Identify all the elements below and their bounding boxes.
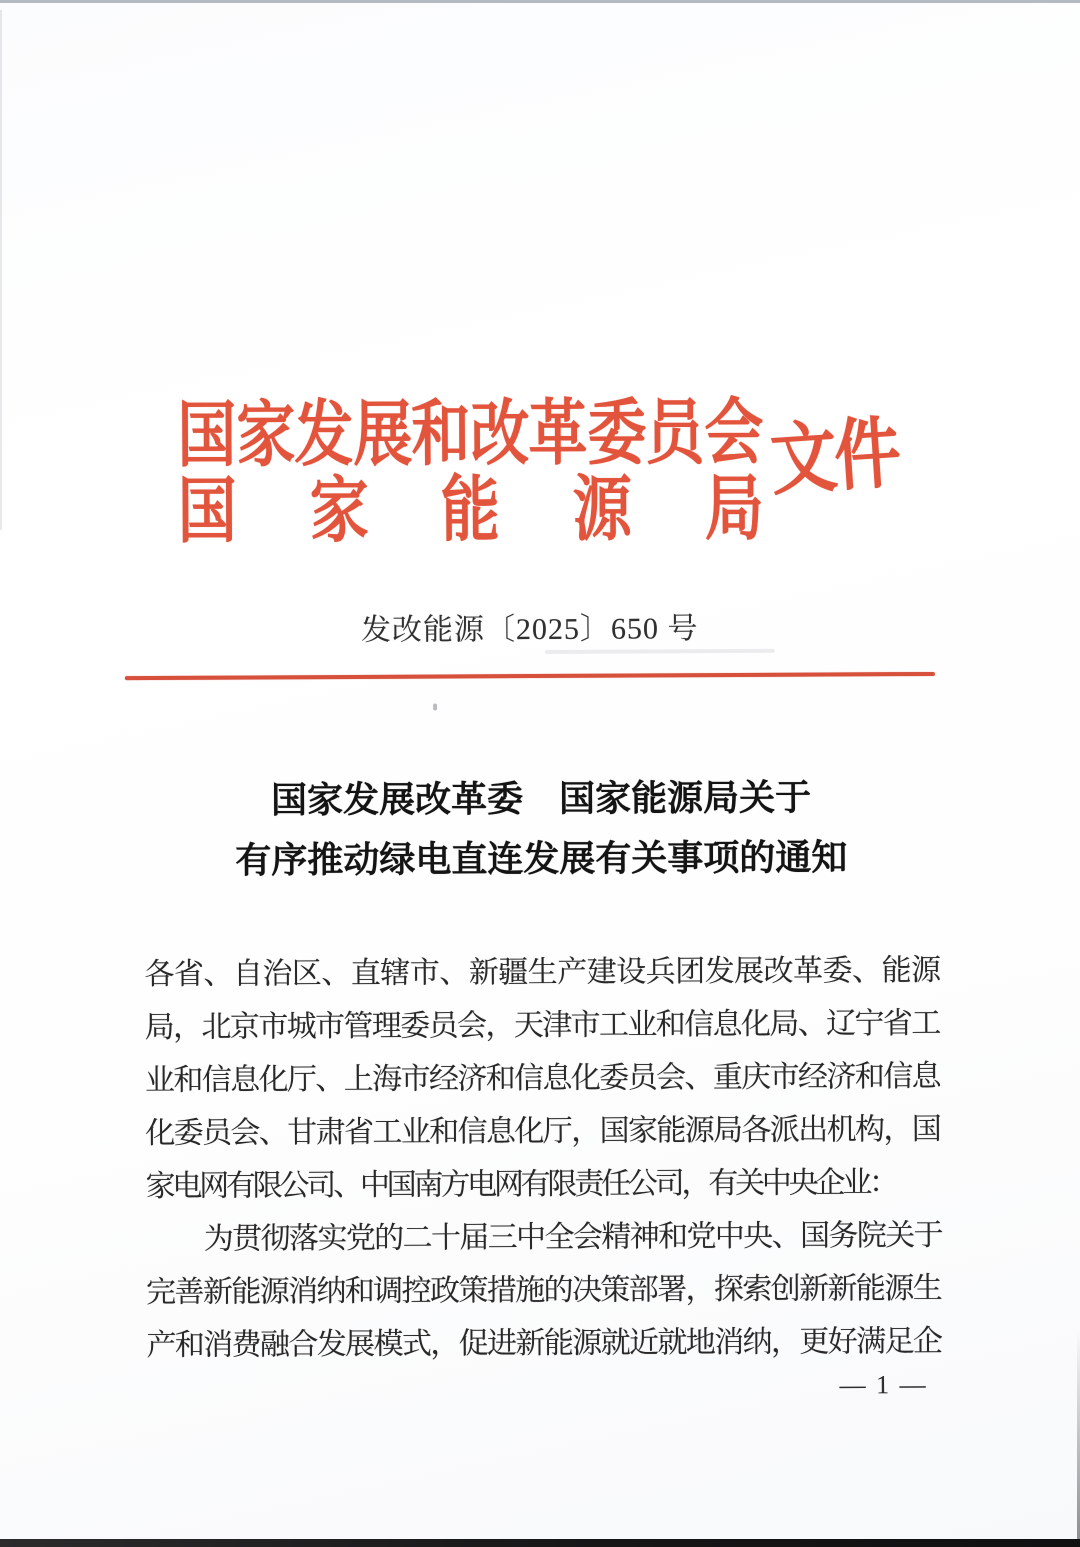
letterhead-agency-line2: 国 家 能 源 局	[177, 468, 764, 552]
body-line: 家 电 网 有 限 公 司 、 中 国 南 方 电 网 有 限 责 任 公 司 ， 有 关 中 央 企 业 ：	[145, 1166, 900, 1204]
document-title-line1: 国家发展改革委 国家能源局关于	[270, 777, 812, 821]
document-title-line2: 有序推动绿电直连发展有关事项的通知	[235, 837, 848, 881]
doc-type-label: 文件	[767, 409, 901, 505]
body-line: 完 善 新 能 源 消 纳 和 调 控 政 策 措 施 的 决 策 部 署 ， 探 索 创 新 新 能 源 生	[146, 1271, 943, 1310]
body-line: 各 省 、 自 治 区 、 直 辖 市 、 新 疆 生 产 建 设 兵 团 发 展 改 革 委 、 能 源	[144, 953, 942, 992]
scan-edge-bottom	[0, 1539, 1080, 1547]
body-line: 业 和 信 息 化 厅 、 上 海 市 经 济 和 信 息 化 委 员 会 、 重 庆 市 经 济 和 信 息	[144, 1059, 942, 1098]
red-divider-line	[125, 672, 935, 680]
page-number: — 1 —	[839, 1369, 928, 1400]
body-line: 产 和 消 费 融 合 发 展 模 式 ， 促 进 新 能 源 就 近 就 地 消 纳 ， 更 好 满 足 企	[146, 1324, 944, 1363]
scan-noise	[545, 649, 775, 654]
body-line: 化 委 员 会 、 甘 肃 省 工 业 和 信 息 化 厅 ， 国 家 能 源 局 各 派 出 机 构 ， 国	[145, 1112, 942, 1151]
letterhead-agency-line1: 国 家 发 展 和 改 革 委 员 会	[177, 392, 764, 476]
body-line: 局 ， 北 京 市 城 市 管 理 委 员 会 ， 天 津 市 工 业 和 信 息 化 局 、 辽 宁 省 工	[144, 1006, 942, 1045]
scan-noise	[433, 704, 437, 711]
document-number: 发改能源〔2025〕650 号	[360, 612, 699, 647]
body-line-paragraph-start: 为 贯 彻 落 实 党 的 二 十 届 三 中 全 会 精 神 和 党 中 央 、 国 务 院 关 于	[203, 1218, 944, 1256]
